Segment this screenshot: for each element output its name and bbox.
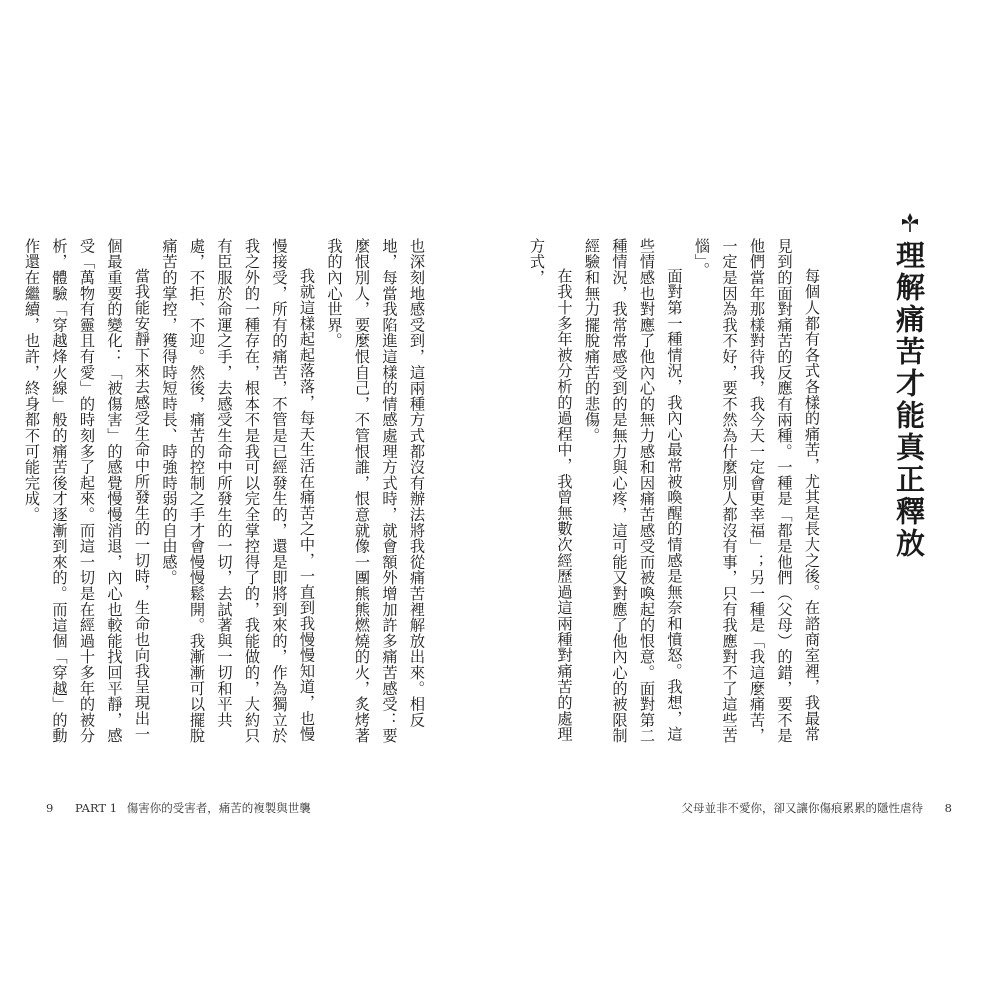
- right-page-body: [528, 238, 825, 758]
- right-paragraph-3: 在我十多年被分析的過程中，我曾無數次經歷過這兩種對痛苦的處理方式，: [528, 238, 574, 743]
- fleur-ornament-icon: [898, 210, 922, 234]
- left-page-footer: [46, 800, 311, 816]
- left-page-body: [23, 238, 430, 758]
- left-running-head: 傷害你的受害者，痛苦的複製與世襲: [126, 801, 311, 815]
- left-paragraph-1: 也深刻地感受到，這兩種方式都沒有辦法將我從痛苦裡解放出來。相反地，每當我陷進這樣的情感處理方式時，就會額外增加許多痛苦感受：要麼恨別人，要麼恨自己，不管恨誰，恨意就像一團熊熊燃燒的火，炙烤著我的內心世界。: [325, 238, 426, 744]
- right-page-footer: [682, 800, 952, 816]
- right-page-number: 8: [944, 801, 952, 815]
- right-running-head: 父母並非不愛你，卻又讓你傷痕累累的隱性虐待: [681, 801, 924, 815]
- chapter-title: 理解痛苦才能真正釋放: [892, 240, 926, 560]
- left-paragraph-2: 我就這樣起起落落，每天生活在痛苦之中，一直到我慢慢知道，也慢慢接受，所有的痛苦，不管是已經發生的，還是即將到來的，作為獨立於我之外的一種存在，根本不是我可以完全掌控得了的，我能做的，大約只有臣服於命運之手，去感受生命中所發生的一切，去試著與一切和平共處，不拒、不迎。然後，痛苦的控制之手才會慢慢鬆開。我漸漸可以擺脫痛苦的掌控，獲得時短時長、時強時弱的自由感。: [160, 238, 316, 744]
- right-paragraph-2: 面對第一種情況，我內心最常被喚醒的情感是無奈和憤怒。我想，這些情感也對應了他內心的無力感和因痛苦感受而被喚起的恨意。面對第二種情況，我常常感受到的是無力與心疼，這可能又對應了他內心的被限制經驗和無力擺脫痛苦的悲傷。: [583, 238, 684, 744]
- right-paragraph-1: 每個人都有各式各樣的痛苦，尤其是長大之後。在諮商室裡，我最常見到的面對痛苦的反應有兩種。一種是「都是他們（父母）的錯，要不是他們當年那樣對待我，我今天一定會更幸福」；另一種是「我這麼痛苦，一定是因為我不好，要不然為什麼別人都沒有事，只有我應對不了這些苦惱」。: [693, 238, 821, 744]
- left-paragraph-3: 當我能安靜下來去感受生命中所發生的一切時，生命也向我呈現出一個最重要的變化：「被傷害」的感覺慢慢消退，內心也較能找回平靜，感受「萬物有靈且有愛」的時刻多了起來。而這一切是在經過十多年的被分析，體驗「穿越烽火線」般的痛苦後才逐漸到來的。而這個「穿越」的動作還在繼續，也許，終身都不可能完成。: [23, 238, 151, 744]
- part-label: PART 1: [74, 801, 118, 815]
- left-page-number: 9: [46, 801, 54, 815]
